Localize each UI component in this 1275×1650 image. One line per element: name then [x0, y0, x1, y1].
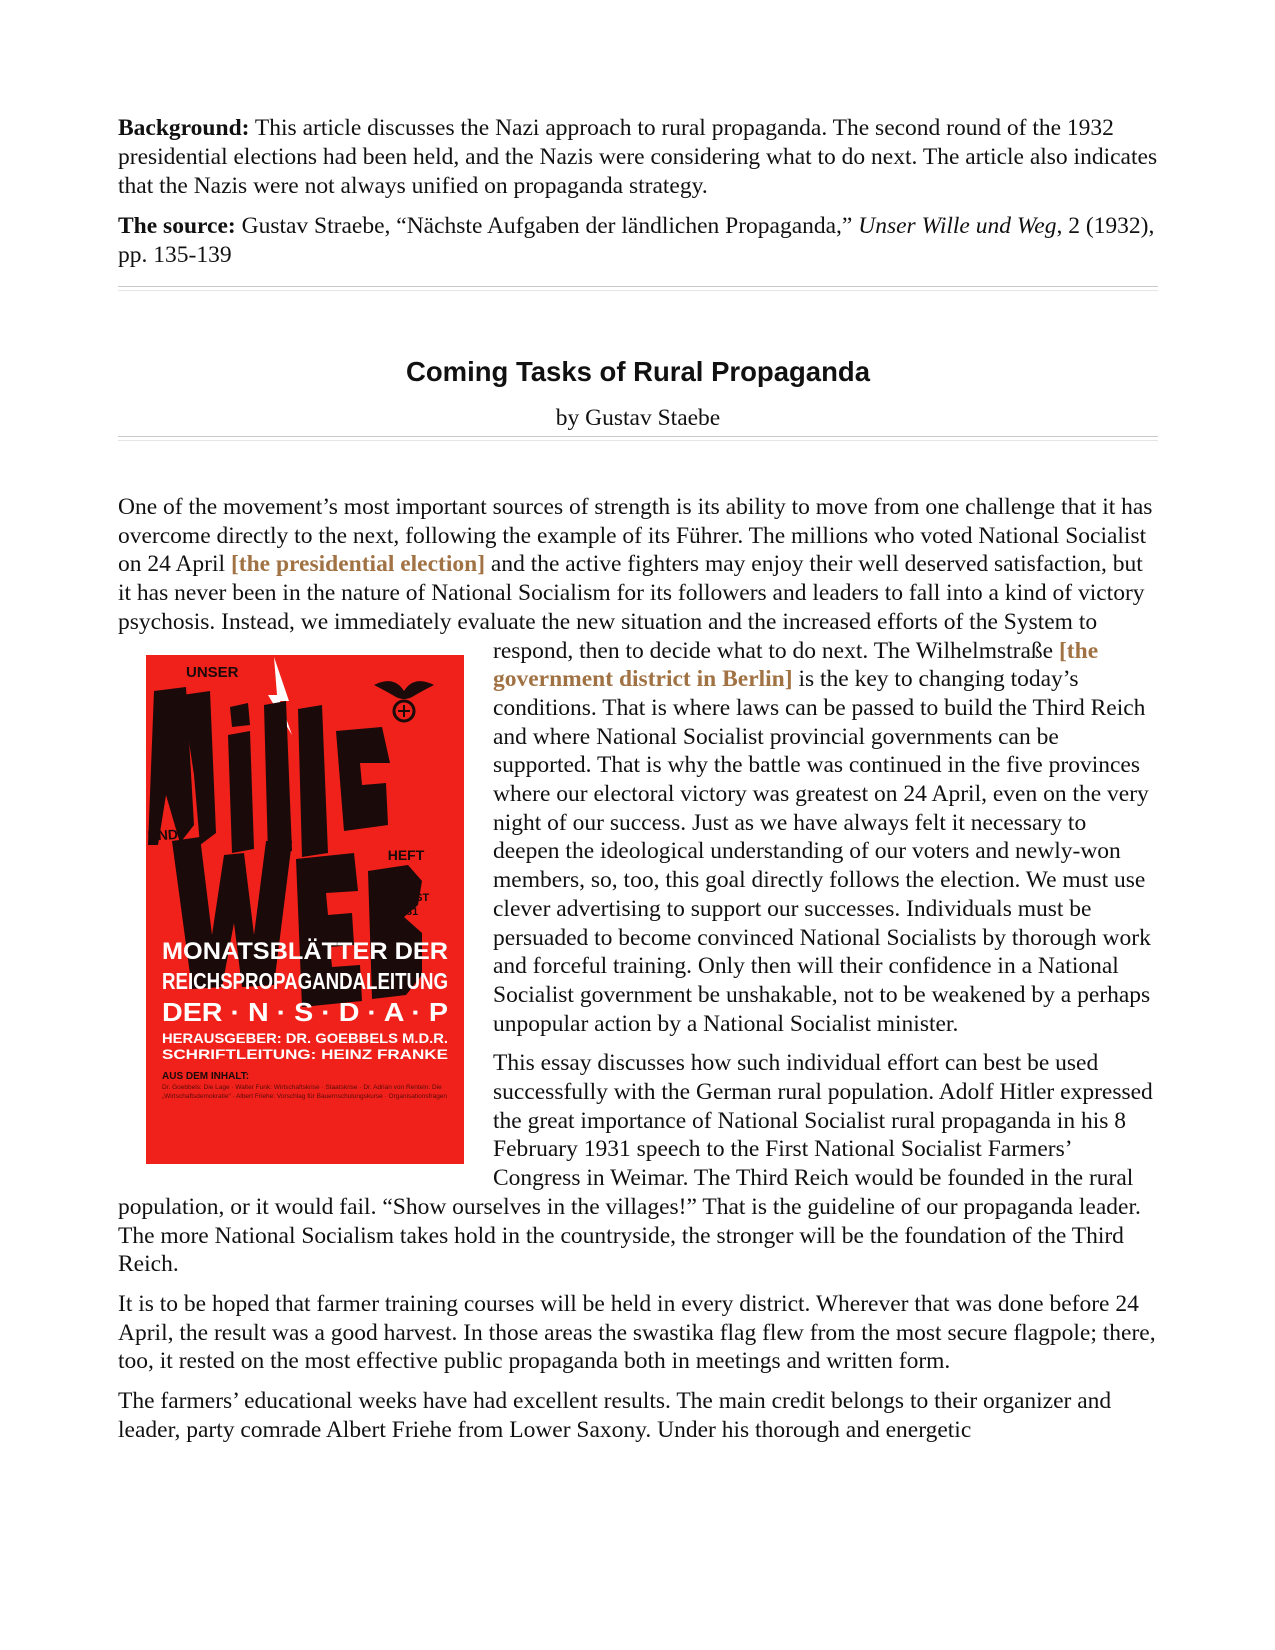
paragraph-1-text-c: is the key to changing today’s conditions. That is where laws can be passed to build the Third Reich and where National Socialist provincial governments can be supported. That is why the battle was continued in the five provinces where our electoral victory was greatest on 24 April, even on the very night of our success. Just as we have always felt it necessary to deepen the ideological understanding of our voters and newly-won members, so, too, this goal directly follows the election. We must use clever advertising to support our successes. Individuals must be persuaded to become convinced National Socialists by thorough work and forceful training. Only then will their confidence in a National Socialist government be unshakable, not to be weakened by a perhaps unpopular action by a National Socialist minister. [493, 666, 1151, 1037]
background-text: This article discusses the Nazi approach to rural propaganda. The second round of the 1932 presidential elections had been held, and the Nazis were considering what to do next. The article also indicates that the Nazis were not always unified on propaganda strategy. [118, 115, 1158, 199]
source-text-end: , 2 (1932), pp. 135-139 [118, 213, 1155, 268]
cover-contents-text: Dr. Goebbels: Die Lage · Walter Funk: Wirtschaftskrise · Staatskrise · Dr. Adrian von Renteln: Die „Wirtschaftsdemokratie“ · Albert Friehe: Vorschlag für Bauernschulungskurse · Organisationsfragen [162, 1083, 448, 1100]
paragraph-3: It is to be hoped that farmer training courses will be held in every district. Wherever that was done before 24 April, the result was a good harvest. In those areas the swastika flag flew from the most secure flagpole; there, too, it rested on the most effective public propaganda both in meetings and written form. [118, 1290, 1156, 1375]
cover-contents-box [162, 1083, 448, 1123]
source-text: Gustav Straebe, “Nächste Aufgaben der ländlichen Propaganda,” [241, 213, 853, 239]
cover-publisher: HERAUSGEBER: DR. GOEBBELS M.D.R. [162, 1029, 448, 1046]
source-journal: Unser Wille und Weg [858, 213, 1057, 239]
source-label: The source: [118, 213, 236, 239]
cover-year: 1931 [393, 905, 419, 918]
cover-line-2: REICHSPROPAGANDALEITUNG [162, 967, 448, 994]
editor-note-government-district: [the government district in Berlin] [493, 637, 1099, 693]
cover-heft: HEFT [387, 846, 425, 863]
paragraph-2: This essay discusses how such individual effort can best be used successfully with the German rural population. Adolf Hitler expressed the great importance of National Socialist rural propaganda in his 8 February 1931 speech to the First National Socialist Farmers’ Congress in Weimar. The Third Reich would be founded in the rural population, or it would fail. “Show ourselves in the villages!” That is the guideline of our propaganda leader. The more National Socialism takes hold in the countryside, the stronger will be the foundation of the Third Reich. [118, 1050, 1153, 1278]
paragraph-1 [118, 493, 1158, 1100]
editor-note-presidential-election: [the presidential election] [230, 551, 486, 578]
magazine-cover-image [146, 655, 464, 1164]
cover-contents-label: AUS DEM INHALT: [162, 1070, 250, 1082]
article-body [118, 493, 1158, 1456]
background-label: Background: [118, 115, 250, 141]
divider-bottom [118, 436, 1158, 441]
cover-editor: SCHRIFTLEITUNG: HEINZ FRANKE [162, 1045, 448, 1062]
paragraph-4: The farmers’ educational weeks have had excellent results. The main credit belongs to their organizer and leader, party comrade Albert Friehe from Lower Saxony. Under his thorough and energetic [118, 1388, 1112, 1443]
cover-heft-number: 5 [402, 863, 410, 880]
background-paragraph [118, 114, 1158, 201]
source-paragraph [118, 212, 1158, 270]
article-title: Coming Tasks of Rural Propaganda [405, 356, 870, 387]
cover-unser: UNSER [186, 663, 239, 681]
cover-und: UND [147, 825, 179, 844]
cover-line-1: MONATSBLÄTTER DER [162, 937, 448, 965]
intro-section [118, 114, 1158, 281]
article-byline: by Gustav Staebe [555, 405, 721, 431]
cover-line-3: DER · N · S · D · A · P [162, 996, 448, 1027]
divider-top [118, 286, 1158, 291]
cover-artwork [146, 655, 464, 1164]
paragraph-1-text-b: and the active fighters may enjoy their well deserved satisfaction, but it has never been in the nature of National Socialism for its followers and leaders to fall into a kind of victory psychosis. Instead, we immediately evaluate the new situation and the increased efforts of the System to respond, then to decide what to do next. The Wilhelmstraße [118, 551, 1145, 664]
paragraph-1-text-a: One of the movement’s most important sources of strength is its ability to move from one challenge that it has overcome directly to the next, following the example of its Führer. The millions who voted National Socialist on 24 April [118, 494, 1153, 578]
cover-month: AUGUST [382, 891, 430, 904]
